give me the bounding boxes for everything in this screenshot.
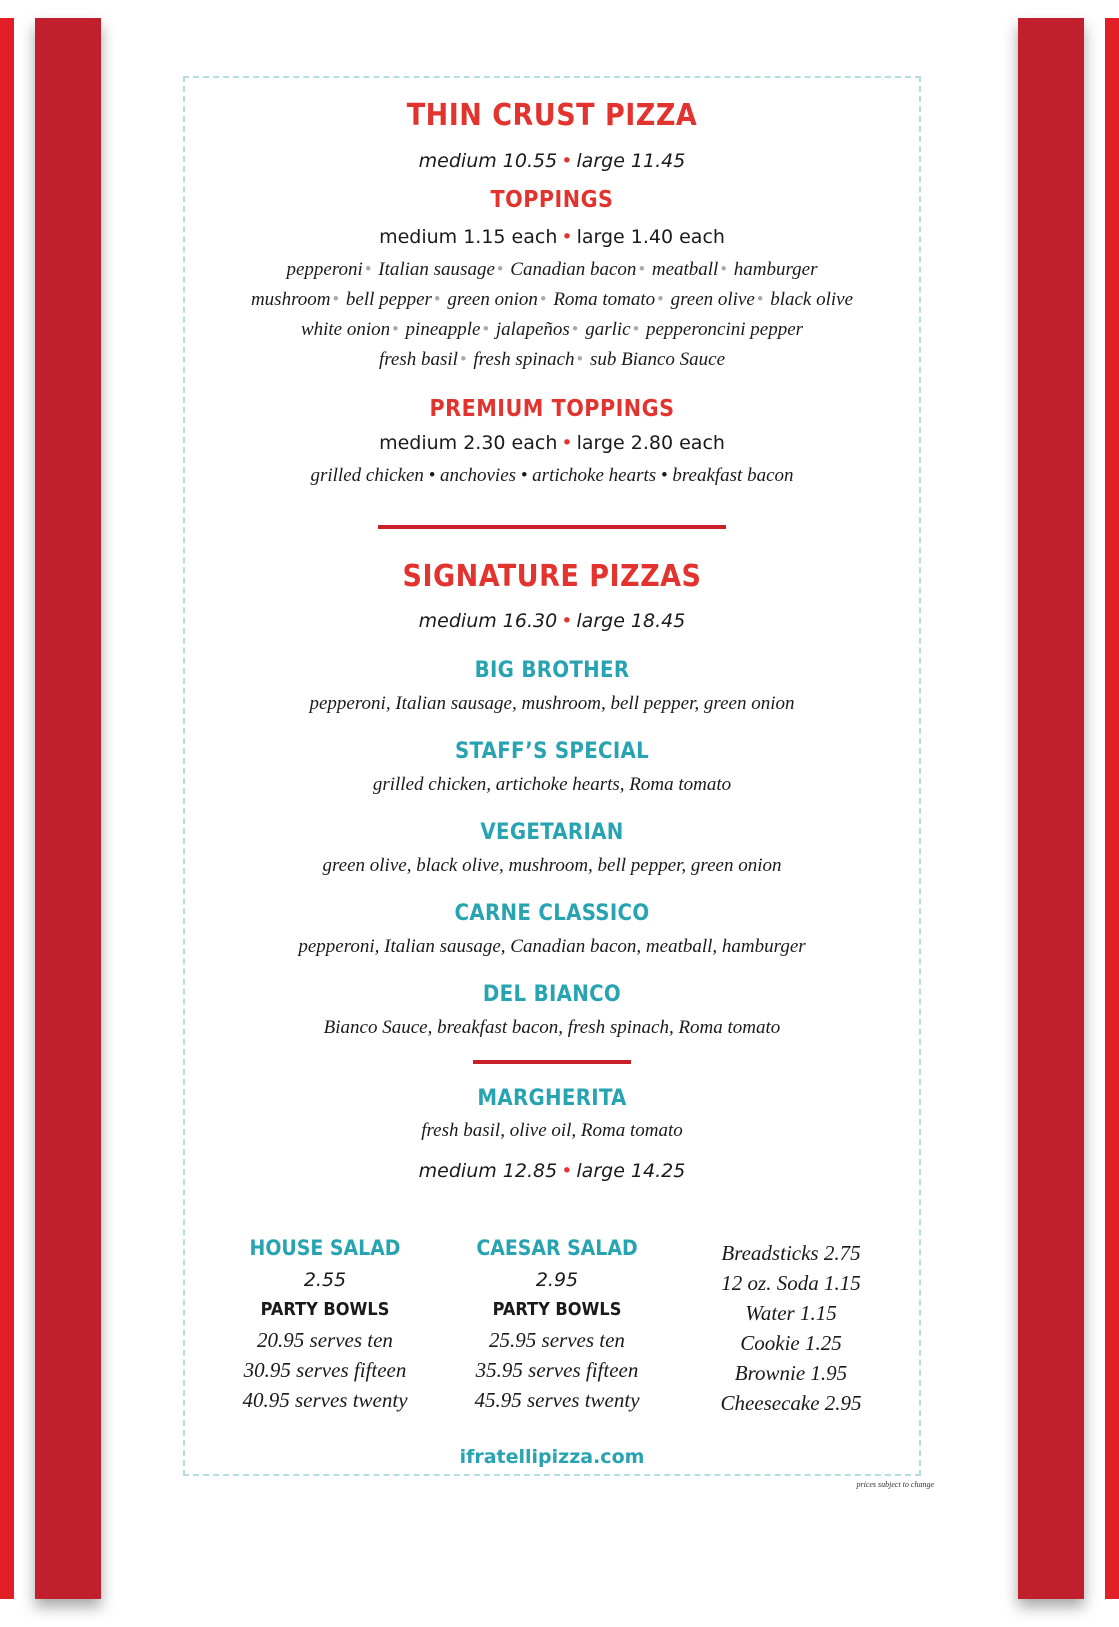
extra-item: 12 oz. Soda 1.15 [721, 1271, 861, 1295]
topping-item: Canadian bacon [510, 259, 637, 280]
topping-item: meatball [651, 259, 719, 280]
caesar-salad-column [432, 1236, 682, 1415]
premium-toppings-list: grilled chicken • anchovies • artichoke hearts • breakfast bacon [310, 465, 794, 486]
toppings-prices [183, 226, 921, 248]
topping-item: Italian sausage [378, 259, 495, 280]
topping-item: fresh basil [378, 349, 458, 370]
topping-item: fresh spinach [473, 349, 575, 370]
topping-item: pepperoncini pepper [645, 319, 804, 340]
premium-price-medium: medium 2.30 each [379, 432, 558, 454]
party-bowl-option: 40.95 serves twenty [242, 1388, 408, 1412]
pizza-description: grilled chicken, artichoke hearts, Roma tomato [372, 774, 732, 795]
extra-item: Cookie 1.25 [740, 1331, 842, 1355]
toppings-line-1: pepperoni • Italian sausage • Canadian bacon • meatball • hamburger [286, 259, 818, 280]
topping-item: Roma tomato [553, 289, 656, 310]
section-divider [378, 525, 726, 529]
toppings-price-medium: medium 1.15 each [379, 226, 558, 248]
pizza-name: CARNE CLASSICO [454, 901, 650, 926]
bullet: • [561, 150, 573, 172]
topping-item: jalapeños [495, 319, 570, 340]
website-link[interactable]: ifratellipizza.com [459, 1446, 645, 1468]
extra-item: Water 1.15 [745, 1301, 837, 1325]
party-bowl-option: 30.95 serves fifteen [243, 1358, 407, 1382]
right-edge-stripe [1105, 18, 1119, 1599]
topping-item: mushroom [250, 289, 331, 310]
topping-item: bell pepper [345, 289, 432, 310]
topping-item: green onion [447, 289, 538, 310]
right-decorative-stripe [1018, 18, 1084, 1599]
extra-item: Breadsticks 2.75 [721, 1241, 861, 1265]
pizza-description: green olive, black olive, mushroom, bell pepper, green onion [322, 855, 782, 876]
margherita-price-large: large 14.25 [576, 1160, 686, 1182]
price-disclaimer: prices subject to change [856, 1480, 934, 1489]
party-bowl-option: 35.95 serves fifteen [475, 1358, 639, 1382]
thin-crust-prices [183, 150, 921, 172]
party-bowls-label: PARTY BOWLS [260, 1299, 390, 1320]
premium-price-large: large 2.80 each [576, 432, 725, 454]
margherita-description: fresh basil, olive oil, Roma tomato [421, 1120, 683, 1141]
house-salad-column [200, 1236, 450, 1415]
toppings-title: TOPPINGS [490, 187, 614, 213]
thin-crust-price-medium: medium 10.55 [418, 150, 558, 172]
margherita-prices [183, 1160, 921, 1182]
pizza-description: pepperoni, Italian sausage, mushroom, bell pepper, green onion [309, 693, 795, 714]
pizza-name: DEL BIANCO [482, 982, 622, 1007]
party-bowl-option: 45.95 serves twenty [474, 1388, 640, 1412]
thin-crust-title: THIN CRUST PIZZA [406, 98, 698, 133]
topping-item: sub Bianco Sauce [589, 349, 726, 370]
house-salad-price: 2.55 [303, 1269, 347, 1291]
signature-title: SIGNATURE PIZZAS [402, 559, 702, 594]
toppings-line-4: fresh basil • fresh spinach • sub Bianco Sauce [378, 349, 726, 370]
left-decorative-stripe [35, 18, 101, 1599]
pizza-name: BIG BROTHER [474, 658, 630, 683]
signature-price-medium: medium 16.30 [418, 610, 558, 632]
margherita-divider [473, 1060, 631, 1064]
house-salad-title: HOUSE SALAD [249, 1236, 401, 1260]
margherita-price-medium: medium 12.85 [418, 1160, 558, 1182]
premium-toppings-title: PREMIUM TOPPINGS [429, 396, 675, 422]
topping-item: green olive [670, 289, 755, 310]
topping-item: garlic [585, 319, 631, 340]
toppings-line-2: mushroom • bell pepper • green onion • Roma tomato • green olive • black olive [250, 289, 854, 310]
topping-item: hamburger [733, 259, 818, 280]
margherita-name: MARGHERITA [477, 1086, 627, 1111]
topping-item: white onion [300, 319, 391, 340]
extra-item: Cheesecake 2.95 [720, 1391, 862, 1415]
party-bowl-option: 25.95 serves ten [489, 1328, 625, 1352]
left-edge-stripe [0, 18, 14, 1599]
toppings-price-large: large 1.40 each [576, 226, 725, 248]
party-bowl-option: 20.95 serves ten [257, 1328, 393, 1352]
pizza-name: VEGETARIAN [480, 820, 624, 845]
topping-item: pineapple [405, 319, 481, 340]
pizza-description: Bianco Sauce, breakfast bacon, fresh spinach, Roma tomato [323, 1017, 781, 1038]
extra-item: Brownie 1.95 [734, 1361, 848, 1385]
bullet: • [561, 226, 573, 248]
toppings-line-3: white onion • pineapple • jalapeños • garlic • pepperoncini pepper [300, 319, 804, 340]
bullet: • [561, 610, 573, 632]
caesar-salad-title: CAESAR SALAD [476, 1236, 638, 1260]
party-bowls-label: PARTY BOWLS [492, 1299, 622, 1320]
pizza-description: pepperoni, Italian sausage, Canadian bacon, meatball, hamburger [298, 936, 806, 957]
topping-item: black olive [770, 289, 854, 310]
thin-crust-price-large: large 11.45 [576, 150, 686, 172]
caesar-salad-price: 2.95 [535, 1269, 579, 1291]
pizza-name: STAFF’S SPECIAL [454, 739, 650, 764]
bullet: • [561, 432, 573, 454]
extras-column [666, 1238, 916, 1418]
topping-item: pepperoni [286, 259, 363, 280]
signature-prices [183, 610, 921, 632]
bullet: • [561, 1160, 573, 1182]
premium-prices [183, 432, 921, 454]
signature-price-large: large 18.45 [576, 610, 686, 632]
